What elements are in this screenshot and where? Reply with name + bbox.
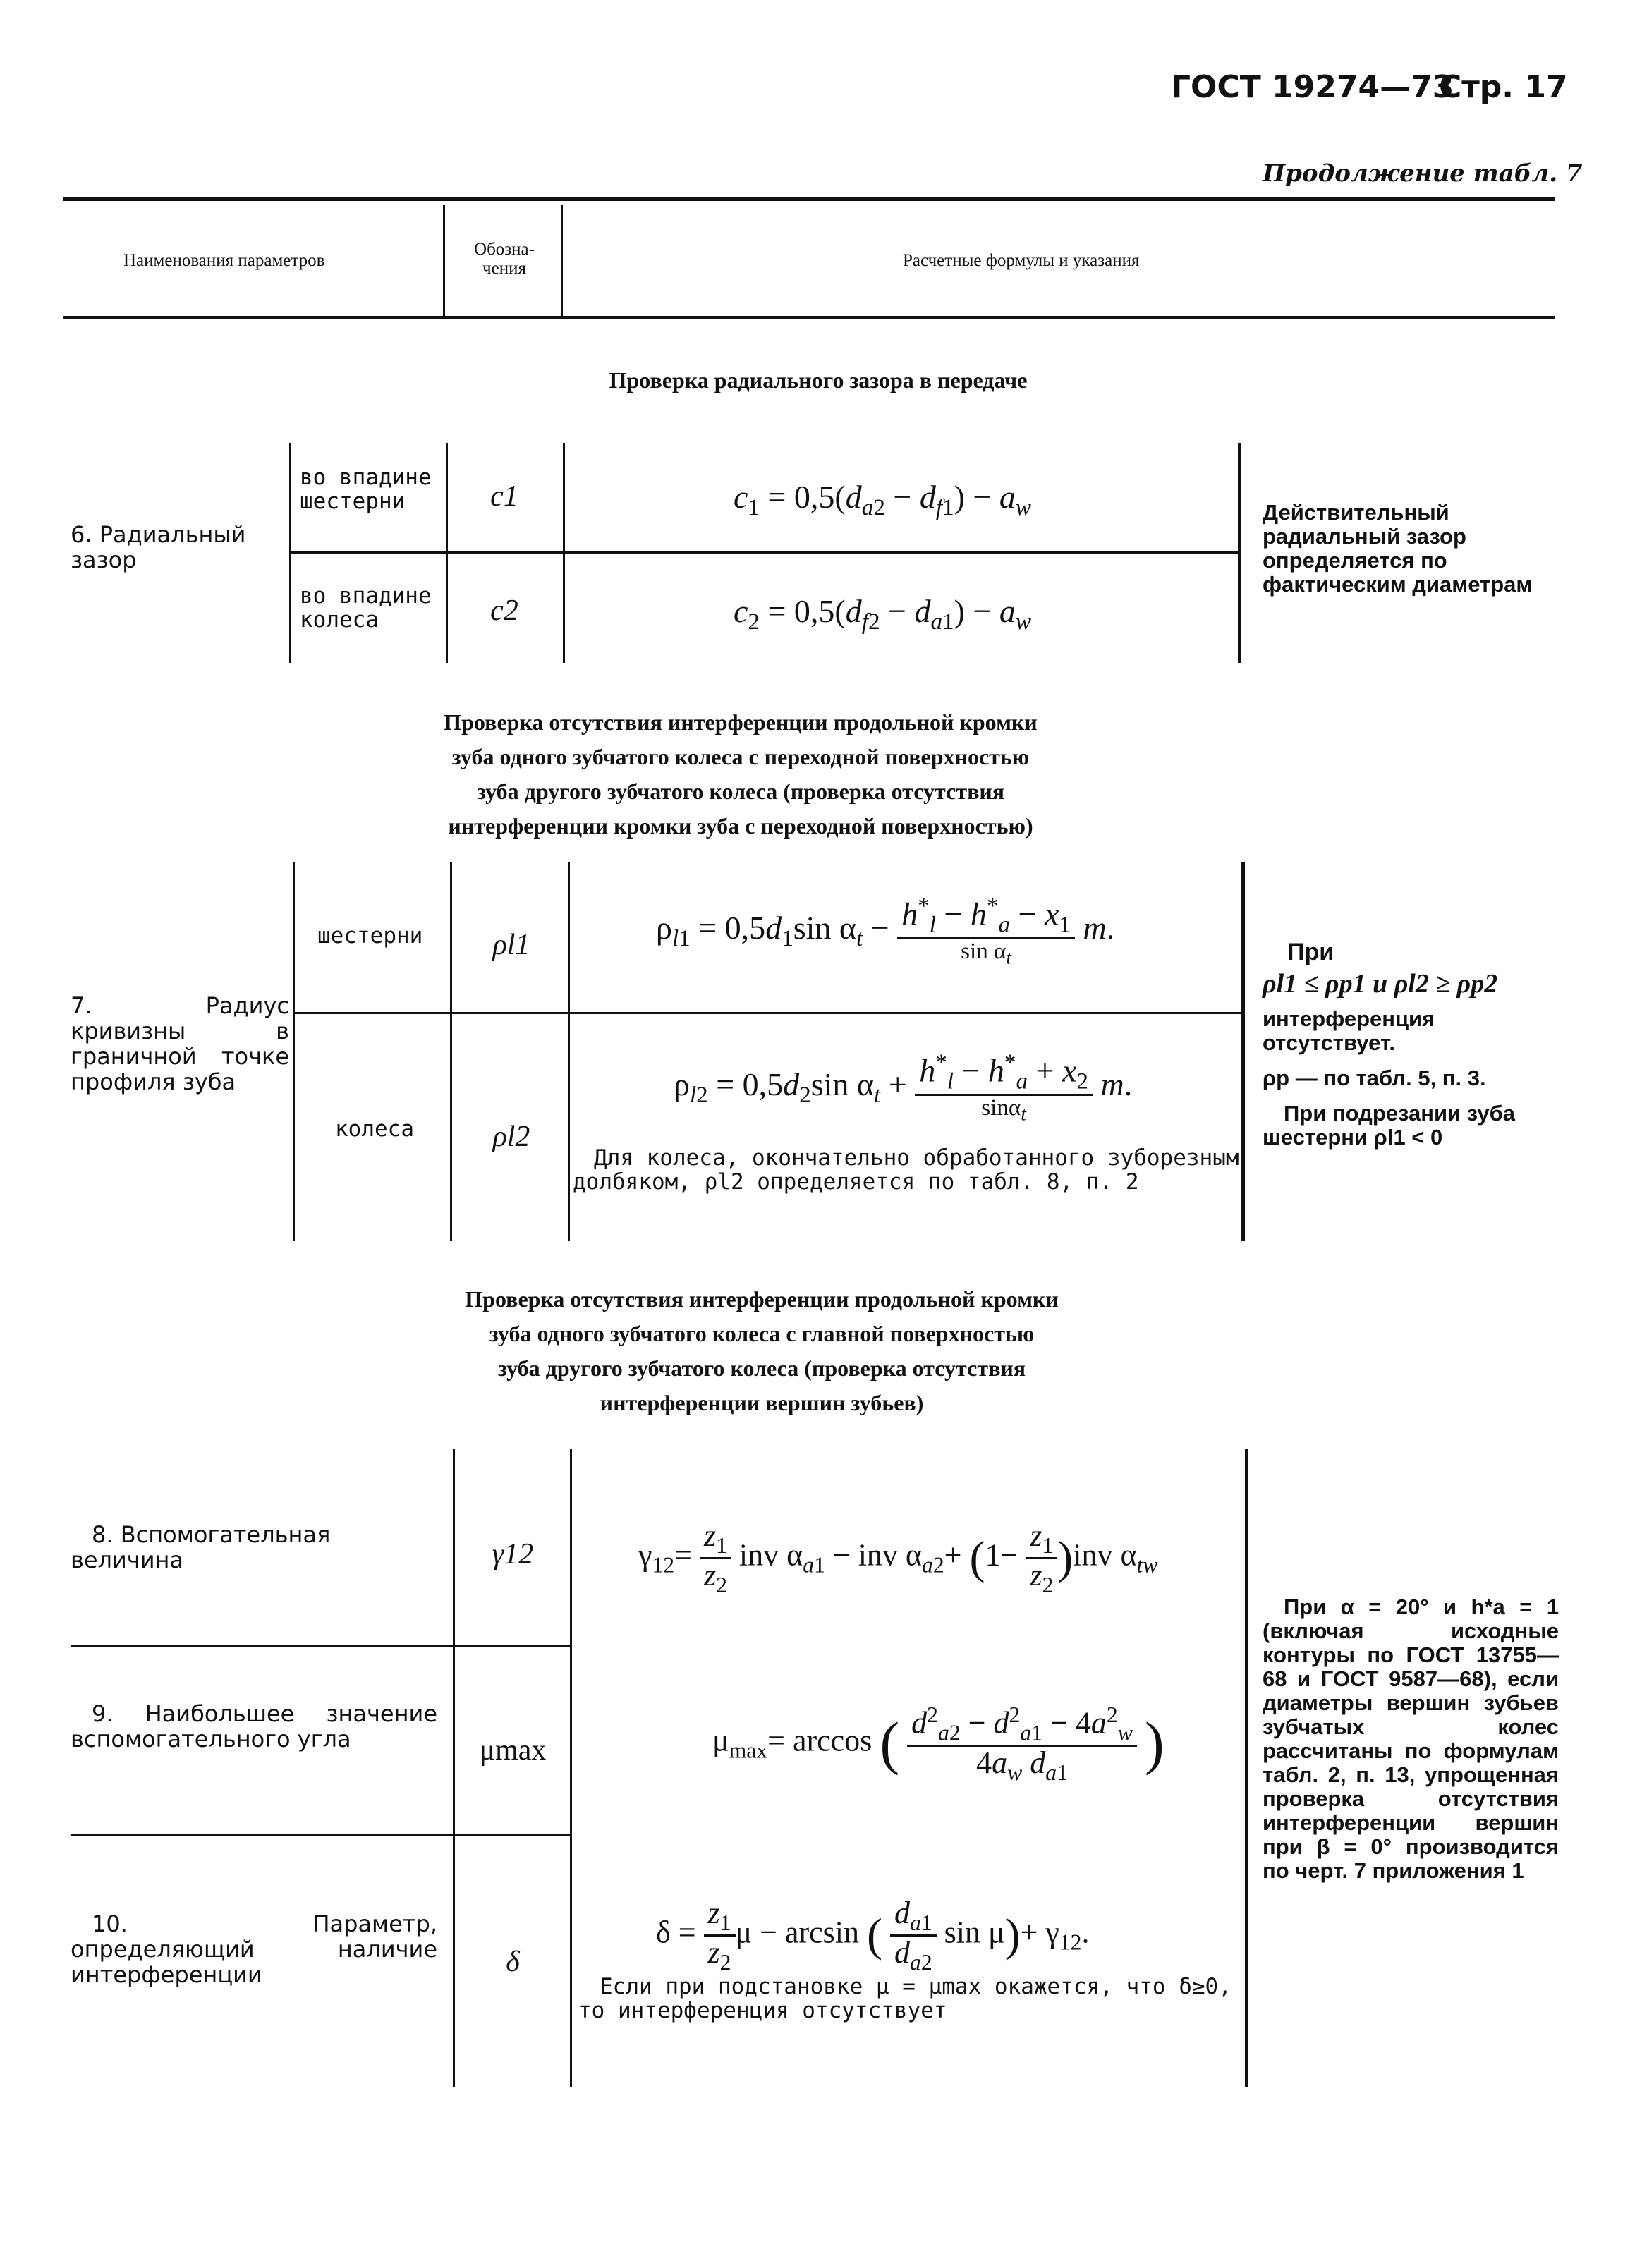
s3-vline-d [1245, 1449, 1248, 2087]
s3-vline-b [453, 1449, 455, 2087]
s3-vline-c [570, 1449, 572, 2087]
formula-delta: δ = $\frac{z_1}{z_2}$ μ − arcsin ( $\frac{d_{a1}}{d_{a2}}$ $\sin \mu)+ \gamma_{12}$. [656, 1896, 1090, 1975]
s3-title-l3: зуба другого зубчатого колеса (проверка отсутствия [497, 1355, 1026, 1381]
param-7-note-l3: интерференция отсутствует. [1263, 1006, 1435, 1055]
s3-hline-1b [455, 1645, 570, 1647]
formula-mu-max: $\mu_{max}= \arccos$ ( $\frac{d^2_{a2} - d^2_{a1} - 4a^2_w}{4a_w d_{a1}}$ ) [712, 1702, 1164, 1785]
param-7-name: 7. Радиус кривизны в граничной точке профиля зуба [71, 992, 289, 1095]
column-header-formulas: Расчетные формулы и указания [903, 251, 1140, 270]
section-title-radial-clearance: Проверка радиального зазора в передаче [609, 367, 1028, 393]
param-7-note-l1: При [1287, 939, 1334, 965]
param-7-note-l5: При подрезании зуба шестерни ρl1 < 0 [1263, 1101, 1515, 1150]
s3-hline-1a [71, 1645, 453, 1647]
param-9-symbol: μmax [479, 1734, 547, 1767]
param-7-note-l4: ρp — по табл. 5, п. 3. [1263, 1066, 1486, 1090]
param-6-sub-2: во впадине колеса [300, 583, 432, 633]
s3-title-l4: интерференции вершин зубьев) [600, 1390, 924, 1415]
s3-hline-2b [455, 1834, 570, 1836]
s2-vline-d [1241, 862, 1245, 1241]
param-7-symbol-2: ρl2 [492, 1121, 530, 1153]
param-6-symbol-2: c2 [490, 595, 518, 627]
s2-vline-b [450, 862, 452, 1241]
param-6-symbol-1: c1 [490, 480, 518, 513]
param-7-text: Для колеса, окончательно обработанного зуборезным долбяком, ρl2 определяется по табл. 8, п. 2 [573, 1145, 1239, 1195]
param-8-symbol: γ12 [492, 1538, 534, 1571]
param-7-symbol-1: ρl1 [492, 929, 530, 961]
column-header-symbol-l1: Обозна- [474, 240, 535, 259]
s1-vline-d [1238, 443, 1241, 663]
param-10-text: Если при подстановке μ = μmax окажется, что δ≥0, то интерференция отсутствует [578, 1974, 1232, 2023]
column-header-symbol [458, 240, 550, 278]
s2-vline-a [293, 862, 295, 1241]
s3-title-l2: зуба одного зубчатого колеса с главной поверхностью [489, 1321, 1035, 1346]
formula-c2: $c_2 = 0,5(d_{f2} - d_{a1}) - a_w$ [734, 593, 1031, 635]
formula-rho-l1: $\rho_{l1} = 0,5d_1\sin$ $\alpha_t$ − $h^*_l - h^*_a - x_1$ $\sin \alpha_t$ m. [656, 893, 1115, 968]
standard-number: ГОСТ 19274—73 [1171, 69, 1454, 105]
column-header-symbol-l2: чения [482, 259, 526, 278]
param-8-name: 8. Вспомогательная величина [71, 1521, 331, 1573]
header-bottom-rule [63, 316, 1555, 319]
page-number: Стр. 17 [1439, 69, 1568, 105]
header-top-rule [63, 197, 1555, 201]
s2-title-l1: Проверка отсутствия интерференции продольной кромки [444, 709, 1038, 735]
section-title-edge-fillet [353, 705, 1129, 843]
formula-c1: $c_1 = 0,5(d_{a2} - d_{f1}) - a_w$ [734, 479, 1031, 521]
s2-title-l3: зуба другого зубчатого колеса (проверка отсутствия [476, 779, 1005, 804]
formula-rho-l2: $\rho_{l2} = 0,5d_2\sin$ $\alpha_t$ + $h^*_l - h^*_a + x_2$ sinα$_t$ m. [674, 1049, 1133, 1125]
param-7-sub-1: шестерни [317, 923, 423, 949]
s2-title-l4: интерференции кромки зуба с переходной поверхностью) [448, 813, 1033, 839]
param-9-name: 9. Наибольшее значение вспомогательного угла [71, 1700, 437, 1752]
header-divider-2 [561, 205, 563, 316]
table-continuation-label: Продолжение табл. 7 [1263, 159, 1583, 188]
param-6-name: 6. Радиальный зазор [71, 521, 246, 573]
param-6-sub-1: во впадине шестерни [300, 465, 432, 514]
params-8-10-note: При α = 20° и h*a = 1 (включая исходные контуры по ГОСТ 13755—68 и ГОСТ 9587—68), если диаметры вершин зубьев зубчатых колес рассчитаны по формулам табл. 2, п. 13, упрощенная проверка отсутствия интерференции вершин при β = 0° производится по черт. 7 приложения 1 [1263, 1595, 1559, 1883]
s3-hline-2a [71, 1834, 453, 1836]
param-10-name: 10. Параметр, определяющий наличие интерференции [71, 1910, 437, 1988]
param-7-sub-2: колеса [335, 1116, 414, 1142]
s1-hline [291, 551, 1238, 554]
s2-hline [295, 1012, 1241, 1014]
formula-gamma12: $\gamma_{12}=$ $\frac{z_1}{z_2}$ inv $\alpha_{a1}$ − inv $\alpha_{a2}+ (1-$ $\frac{z_1}{z_2}$ )inv $\alpha_{tw}$ [638, 1518, 1158, 1597]
s2-vline-c [568, 862, 570, 1241]
param-6-note: Действительный радиальный зазор определяется по фактическим диаметрам [1263, 500, 1533, 597]
param-10-symbol: δ [506, 1946, 520, 1978]
header-divider-1 [443, 205, 445, 316]
s2-title-l2: зуба одного зубчатого колеса с переходной поверхностью [451, 744, 1030, 769]
param-7-note-l2: ρl1 ≤ ρp1 и ρl2 ≥ ρp2 [1263, 969, 1498, 999]
s3-title-l1: Проверка отсутствия интерференции продольной кромки [465, 1286, 1059, 1312]
column-header-name: Наименования параметров [123, 251, 325, 270]
section-title-tip-interference [374, 1282, 1150, 1420]
